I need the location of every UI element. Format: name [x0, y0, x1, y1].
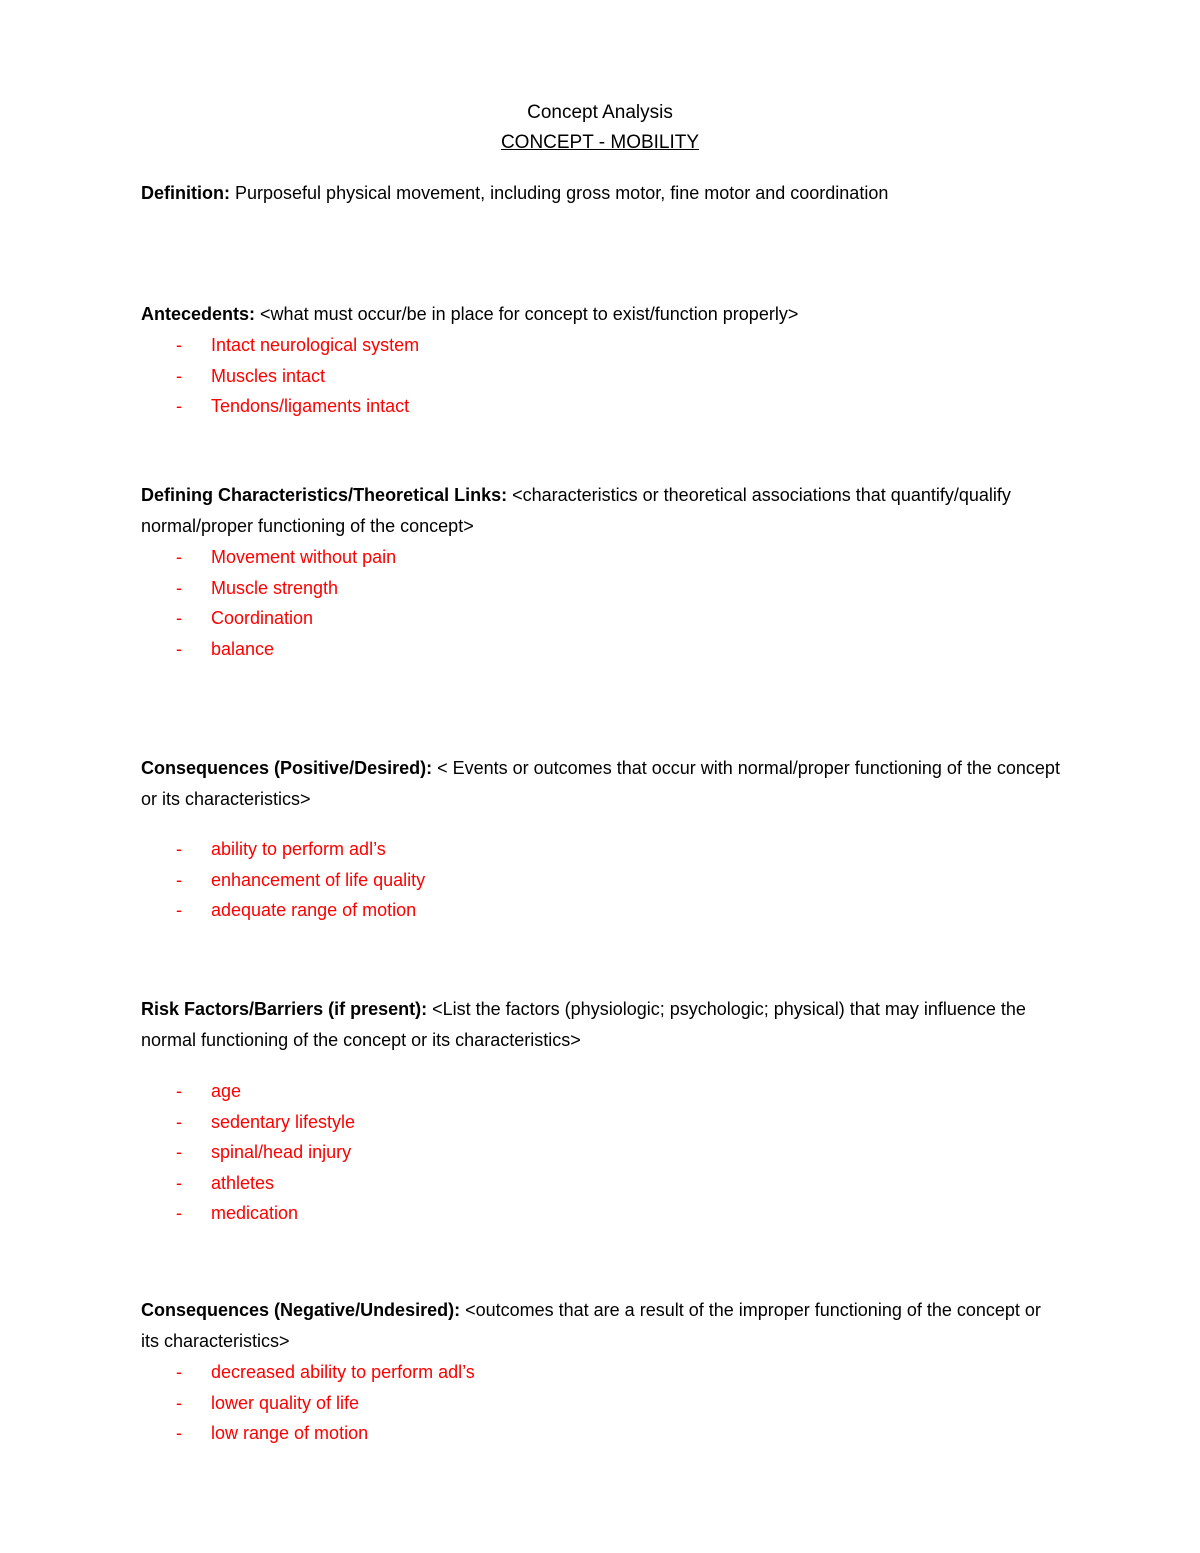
list-item-text: ability to perform adl’s: [211, 839, 386, 859]
bullet-dash: -: [176, 1081, 182, 1101]
list-item-text: low range of motion: [211, 1423, 369, 1443]
list-item-text: Muscle strength: [211, 577, 339, 598]
antecedents-label: Antecedents:: [141, 304, 256, 324]
consequences-positive-section: [141, 753, 1061, 926]
defining-characteristics-section: [141, 480, 1061, 664]
definition-paragraph: [141, 178, 1061, 209]
list-item-text: age: [211, 1081, 242, 1101]
consequences-positive-list: [141, 834, 1061, 926]
consequences-negative-list: [141, 1357, 1061, 1449]
consequences-negative-prompt: <outcomes that are a result of the improper functioning of the concept or its characteristics>: [141, 1300, 1041, 1351]
list-item-text: enhancement of life quality: [211, 869, 426, 890]
list-item-text: Movement without pain: [211, 547, 397, 567]
consequences-positive-prompt: < Events or outcomes that occur with normal/proper functioning of the concept or its characteristics>: [141, 758, 1060, 809]
bullet-dash: -: [176, 638, 182, 659]
defining-characteristics-label: Defining Characteristics/Theoretical Links:: [141, 485, 508, 505]
antecedents-prompt: <what must occur/be in place for concept to exist/function properly>: [260, 304, 799, 324]
list-item-text: adequate range of motion: [211, 900, 417, 920]
list-item: [141, 573, 1061, 604]
risk-factors-paragraph: [141, 994, 1061, 1056]
defining-characteristics-prompt: <characteristics or theoretical associations that quantify/qualify normal/proper functioning of the concept>: [141, 485, 1011, 536]
bullet-dash: -: [176, 365, 182, 386]
bullet-dash: -: [176, 1392, 182, 1413]
antecedents-section: [141, 299, 1061, 422]
defining-characteristics-paragraph: [141, 480, 1061, 542]
risk-factors-list: [141, 1076, 1061, 1229]
list-item: [141, 1076, 1061, 1107]
risk-factors-section: [141, 994, 1061, 1229]
bullet-dash: -: [176, 608, 182, 628]
list-item: [141, 603, 1061, 634]
bullet-dash: -: [176, 1203, 182, 1223]
list-item: [141, 391, 1061, 422]
definition-label: Definition:: [141, 183, 230, 203]
list-item: [141, 1388, 1061, 1419]
defining-characteristics-list: [141, 542, 1061, 664]
list-item-text: Intact neurological system: [211, 335, 420, 355]
list-item: [141, 1418, 1061, 1449]
consequences-negative-section: [141, 1295, 1061, 1449]
list-item: [141, 1198, 1061, 1229]
list-item-text: spinal/head injury: [211, 1142, 352, 1162]
list-item-text: Muscles intact: [211, 365, 326, 386]
list-item: [141, 634, 1061, 665]
consequences-negative-paragraph: [141, 1295, 1061, 1357]
consequences-positive-label: Consequences (Positive/Desired):: [141, 758, 433, 778]
bullet-dash: -: [176, 1142, 182, 1162]
list-item: [141, 330, 1061, 361]
list-item: [141, 1107, 1061, 1138]
definition-text: Purposeful physical movement, including gross motor, fine motor and coordination: [235, 183, 889, 203]
risk-factors-label: Risk Factors/Barriers (if present):: [141, 999, 428, 1019]
bullet-dash: -: [176, 1111, 182, 1132]
bullet-dash: -: [176, 396, 182, 416]
bullet-dash: -: [176, 1362, 182, 1382]
list-item-text: lower quality of life: [211, 1392, 360, 1413]
list-item-text: athletes: [211, 1172, 275, 1193]
document-title: Concept Analysis: [527, 102, 673, 123]
list-item: [141, 1168, 1061, 1199]
consequences-negative-label: Consequences (Negative/Undesired):: [141, 1300, 461, 1320]
bullet-dash: -: [176, 839, 182, 859]
consequences-positive-paragraph: [141, 753, 1061, 815]
list-item-text: decreased ability to perform adl’s: [211, 1362, 475, 1382]
bullet-dash: -: [176, 547, 182, 567]
antecedents-paragraph: [141, 299, 1061, 330]
bullet-dash: -: [176, 1172, 182, 1193]
bullet-dash: -: [176, 335, 182, 355]
concept-heading: CONCEPT - MOBILITY: [500, 132, 700, 153]
list-item: [141, 865, 1061, 896]
bullet-dash: -: [176, 1423, 182, 1443]
definition-section: [141, 178, 1061, 209]
bullet-dash: -: [176, 869, 182, 890]
list-item: [141, 361, 1061, 392]
list-item-text: Coordination: [211, 608, 314, 628]
list-item: [141, 834, 1061, 865]
list-item-text: sedentary lifestyle: [211, 1111, 356, 1132]
list-item: [141, 1357, 1061, 1388]
list-item: [141, 542, 1061, 573]
list-item: [141, 895, 1061, 926]
bullet-dash: -: [176, 577, 182, 598]
list-item: [141, 1137, 1061, 1168]
risk-factors-prompt: <List the factors (physiologic; psychologic; physical) that may influence the normal functioning of the concept or its characteristics>: [141, 999, 1026, 1050]
antecedents-list: [141, 330, 1061, 422]
bullet-dash: -: [176, 900, 182, 920]
list-item-text: medication: [211, 1203, 299, 1223]
list-item-text: balance: [211, 638, 275, 659]
list-item-text: Tendons/ligaments intact: [211, 396, 410, 416]
